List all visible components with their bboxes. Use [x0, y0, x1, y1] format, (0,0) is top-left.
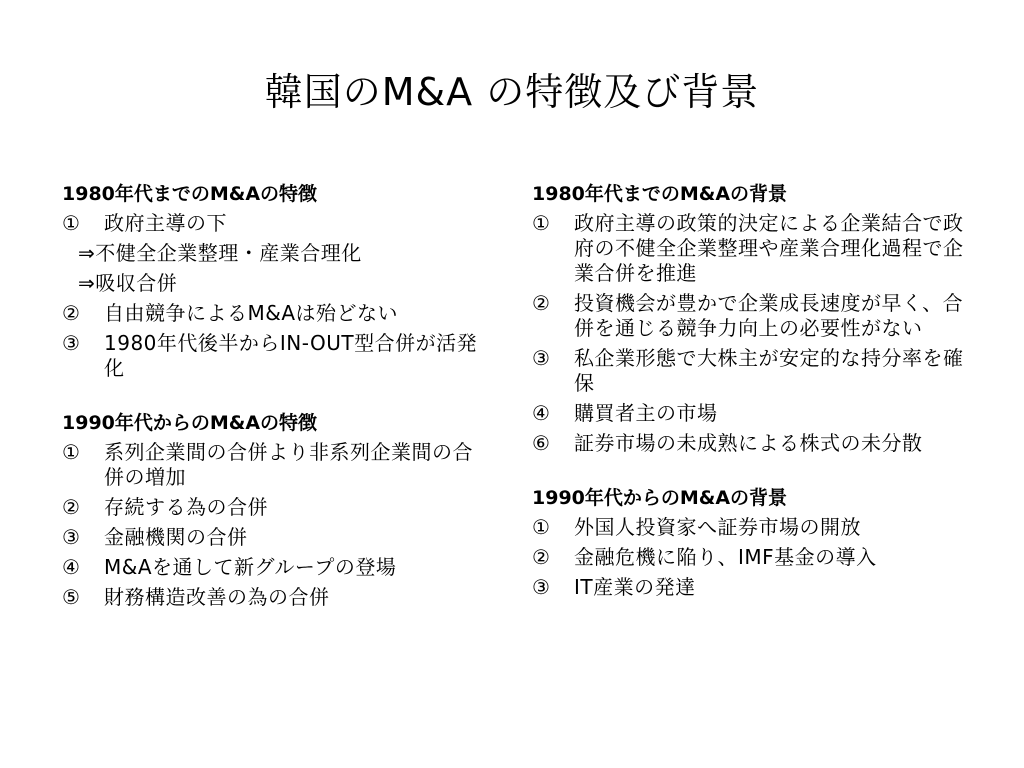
section-heading-1980s-features: 1980年代までのM&Aの特徴 [62, 183, 318, 205]
item-number: ② [62, 495, 80, 519]
item-text: 政府主導の下 [104, 211, 227, 235]
right-column [532, 181, 972, 605]
item-text: 1980年代後半からIN-OUT型合併が活発化 [104, 331, 478, 380]
item-number: ③ [532, 346, 550, 370]
list-item [532, 545, 972, 570]
item-text: 政府主導の政策的決定による企業結合で政府の不健全企業整理や産業合理化過程で企業合併を推進 [574, 211, 964, 285]
list-item [62, 585, 492, 610]
list-item [62, 555, 492, 580]
item-number: ④ [62, 555, 80, 579]
sub-point: ⇒吸収合併 [78, 271, 178, 295]
item-number: ① [532, 211, 550, 235]
item-text: 存続する為の合併 [104, 495, 268, 519]
list-1980s-features [62, 211, 492, 236]
item-text: 財務構造改善の為の合併 [104, 585, 330, 609]
list-item [532, 431, 972, 456]
left-column [62, 181, 492, 615]
item-text: 購買者主の市場 [574, 401, 718, 425]
list-1980s-background [532, 211, 972, 456]
item-text: 金融危機に陥り、IMF基金の導入 [574, 545, 877, 569]
item-number: ④ [532, 401, 550, 425]
list-item [532, 575, 972, 600]
list-item [62, 301, 492, 326]
section-heading-1980s-background: 1980年代までのM&Aの背景 [532, 183, 788, 205]
item-number: ③ [62, 525, 80, 549]
item-text: M&Aを通して新グループの登場 [104, 555, 397, 579]
section-heading-1990s-features: 1990年代からのM&Aの特徴 [62, 412, 318, 434]
list-item [532, 291, 972, 341]
item-text: 自由競争によるM&Aは殆どない [104, 301, 399, 325]
item-number: ⑤ [62, 585, 80, 609]
item-number: ① [62, 440, 80, 464]
list-item [532, 515, 972, 540]
list-item [62, 440, 492, 490]
list-item [532, 346, 972, 396]
item-number: ③ [62, 331, 80, 355]
item-number: ① [532, 515, 550, 539]
list-item [62, 211, 492, 236]
item-number: ⑥ [532, 431, 550, 455]
item-text: 外国人投資家へ証券市場の開放 [574, 515, 861, 539]
item-text: 証券市場の未成熟による株式の未分散 [574, 431, 923, 455]
list-1980s-features-continued [62, 301, 492, 381]
sub-point: ⇒不健全企業整理・産業合理化 [78, 241, 362, 265]
item-number: ① [62, 211, 80, 235]
item-text: 系列企業間の合併より非系列企業間の合併の増加 [104, 440, 473, 489]
item-text: IT産業の発達 [574, 575, 696, 599]
list-item [62, 525, 492, 550]
item-number: ② [532, 291, 550, 315]
list-item [532, 401, 972, 426]
list-1990s-features [62, 440, 492, 610]
item-text: 投資機会が豊かで企業成長速度が早く、合併を通じる競争力向上の必要性がない [574, 291, 964, 340]
slide-title: 韓国のM&A の特徴及び背景 [264, 70, 760, 114]
list-item [62, 495, 492, 520]
section-heading-1990s-background: 1990年代からのM&Aの背景 [532, 487, 788, 509]
list-item [532, 211, 972, 286]
item-number: ② [62, 301, 80, 325]
item-number: ② [532, 545, 550, 569]
list-1990s-background [532, 515, 972, 600]
item-text: 私企業形態で大株主が安定的な持分率を確保 [574, 346, 964, 395]
item-number: ③ [532, 575, 550, 599]
item-text: 金融機関の合併 [104, 525, 248, 549]
list-item [62, 331, 492, 381]
